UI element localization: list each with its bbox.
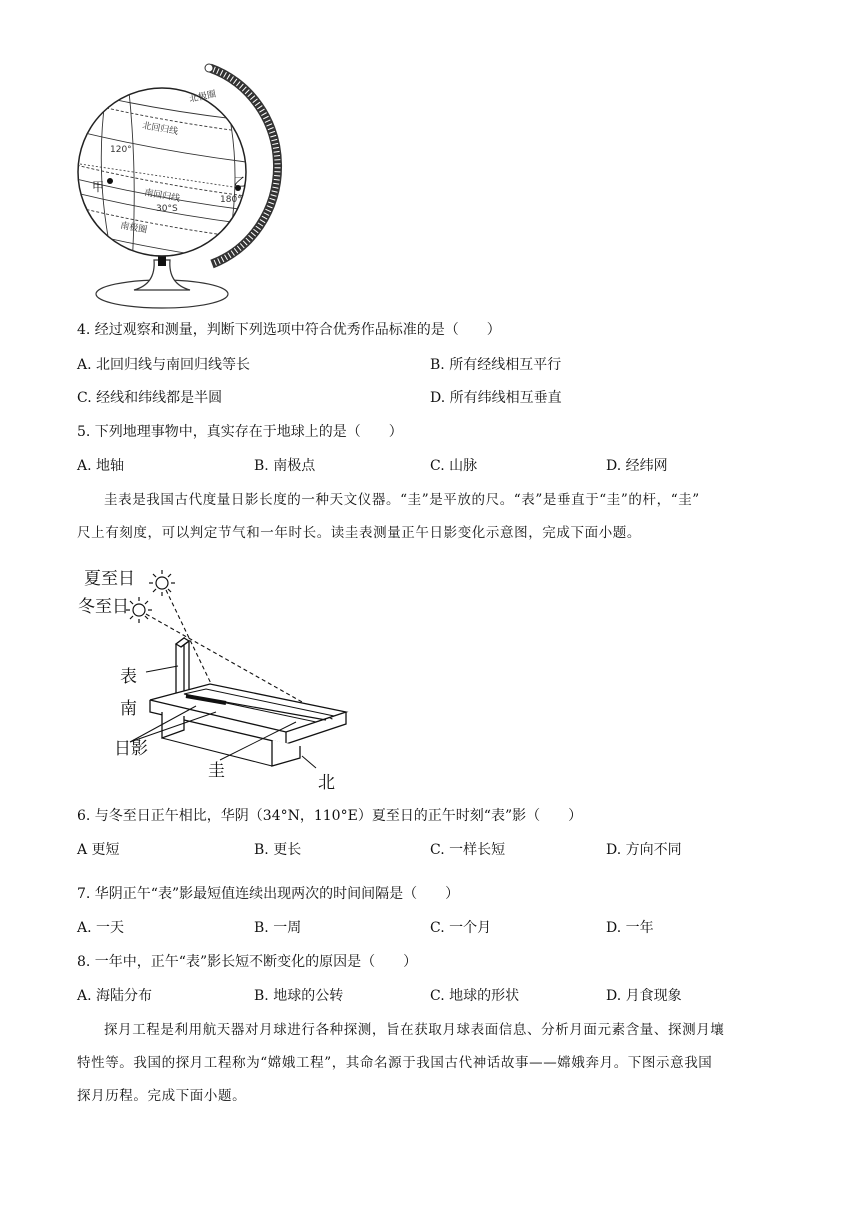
q5-option-b[interactable]: B. 南极点 bbox=[254, 458, 316, 474]
q7-stem: 7. 华阴正午“表”影最短值连续出现两次的时间间隔是（ ） bbox=[77, 886, 460, 902]
lat-30s-label: 30°S bbox=[156, 204, 178, 214]
passage2-line-2: 特性等。我国的探月工程称为“嫦娥工程”，其命名源于我国古代神话故事——嫦娥奔月。下图示意我国 bbox=[77, 1055, 713, 1071]
biao-label: 表 bbox=[120, 667, 137, 687]
q6-option-b[interactable]: B. 更长 bbox=[254, 842, 302, 858]
q7-option-b[interactable]: B. 一周 bbox=[254, 920, 302, 936]
winter-sun-icon bbox=[126, 597, 152, 623]
north-label: 北 bbox=[318, 773, 335, 793]
passage2-line-3: 探月历程。完成下面小题。 bbox=[77, 1088, 247, 1104]
q5-stem: 5. 下列地理事物中，真实存在于地球上的是（ ） bbox=[77, 424, 403, 440]
q5-option-a[interactable]: A. 地轴 bbox=[77, 458, 125, 474]
antarctic-label: 南极圈 bbox=[119, 221, 148, 236]
lon-120-label: 120° bbox=[110, 145, 132, 155]
gui-label: 圭 bbox=[208, 761, 225, 781]
q7-option-a[interactable]: A. 一天 bbox=[77, 920, 125, 936]
point-a-label: 甲 bbox=[92, 180, 105, 194]
passage1-line-1: 圭表是我国古代度量日影长度的一种天文仪器。“圭”是平放的尺。“表”是垂直于“圭”的杆，“圭” bbox=[104, 492, 700, 508]
q5-option-d[interactable]: D. 经纬网 bbox=[606, 458, 668, 474]
q8-stem: 8. 一年中，正午“表”影长短不断变化的原因是（ ） bbox=[77, 954, 418, 970]
q6-option-a[interactable]: A 更短 bbox=[77, 842, 120, 858]
q4-stem: 4. 经过观察和测量，判断下列选项中符合优秀作品标准的是（ ） bbox=[77, 322, 501, 338]
q6-stem: 6. 与冬至日正午相比，华阴（34°N，110°E）夏至日的正午时刻“表”影（ ） bbox=[77, 808, 583, 824]
q8-option-b[interactable]: B. 地球的公转 bbox=[254, 988, 344, 1004]
passage1-line-2: 尺上有刻度，可以判定节气和一年时长。读圭表测量正午日影变化示意图，完成下面小题。 bbox=[77, 525, 641, 541]
q8-option-d[interactable]: D. 月食现象 bbox=[606, 988, 682, 1004]
q8-option-a[interactable]: A. 海陆分布 bbox=[77, 988, 153, 1004]
q6-option-c[interactable]: C. 一样长短 bbox=[430, 842, 506, 858]
passage2-line-1: 探月工程是利用航天器对月球进行各种探测，旨在获取月球表面信息、分析月面元素含量、探测月壤 bbox=[104, 1022, 725, 1038]
q8-option-c[interactable]: C. 地球的形状 bbox=[430, 988, 520, 1004]
q4-option-b[interactable]: B. 所有经线相互平行 bbox=[430, 357, 562, 373]
arctic-label: 北极圈 bbox=[188, 89, 218, 105]
shadow-label: 日影 bbox=[114, 739, 148, 759]
point-b-label: 乙 bbox=[234, 175, 247, 189]
south-label: 南 bbox=[120, 699, 137, 719]
summer-sun-icon bbox=[149, 570, 175, 596]
gnomon-figure bbox=[76, 562, 376, 792]
winter-solstice-label: 冬至日 bbox=[78, 597, 129, 617]
q6-option-d[interactable]: D. 方向不同 bbox=[606, 842, 682, 858]
q4-option-a[interactable]: A. 北回归线与南回归线等长 bbox=[77, 357, 251, 373]
q7-option-c[interactable]: C. 一个月 bbox=[430, 920, 492, 936]
globe-figure bbox=[72, 60, 292, 312]
tropic-cancer-label: 北回归线 bbox=[141, 121, 179, 138]
summer-solstice-label: 夏至日 bbox=[84, 569, 135, 589]
q4-option-d[interactable]: D. 所有纬线相互垂直 bbox=[430, 390, 562, 406]
lon-180-label: 180° bbox=[220, 195, 242, 205]
q4-option-c[interactable]: C. 经线和纬线都是半圆 bbox=[77, 390, 223, 406]
q7-option-d[interactable]: D. 一年 bbox=[606, 920, 654, 936]
tropic-capricorn-label: 南回归线 bbox=[143, 188, 181, 205]
q5-option-c[interactable]: C. 山脉 bbox=[430, 458, 478, 474]
